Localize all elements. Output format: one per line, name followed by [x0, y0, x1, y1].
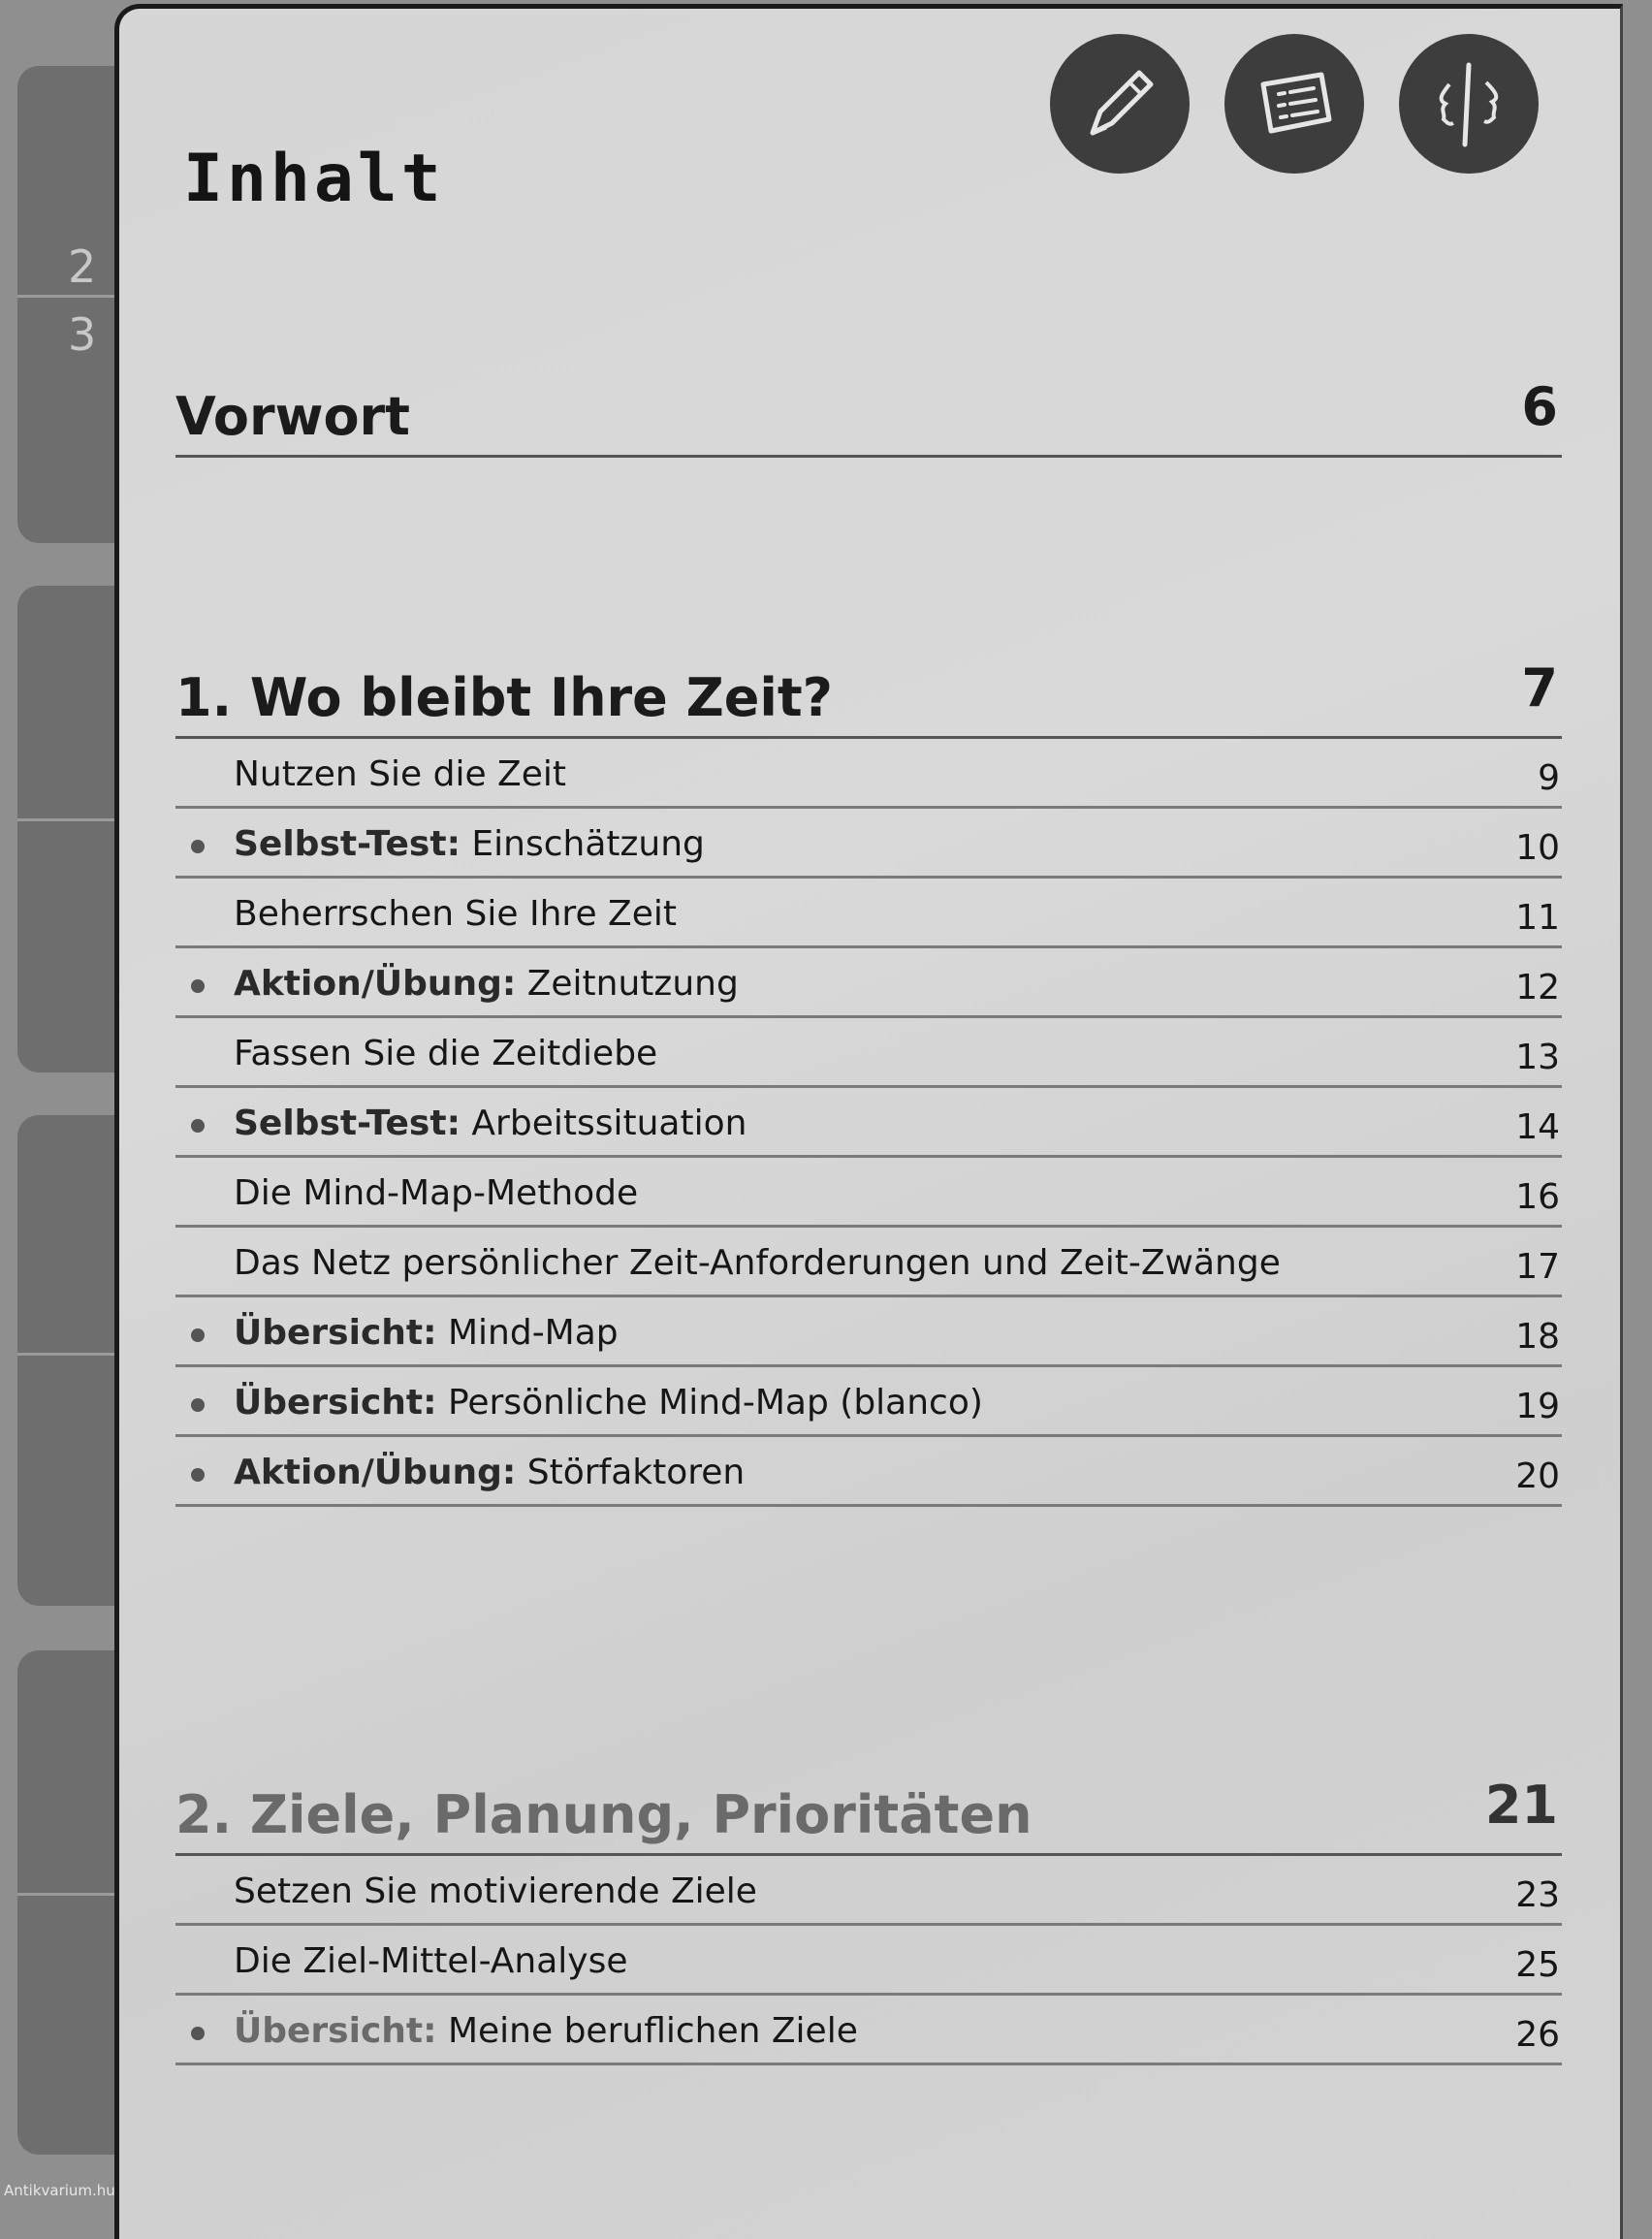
toc-entry — [175, 879, 1562, 948]
chapter-2-heading — [175, 1760, 1562, 1856]
toc-entry-page: 10 — [1515, 828, 1560, 868]
toc-entry-text — [234, 2011, 858, 2051]
toc-entry-text — [234, 1104, 747, 1143]
toc-entry-page: 18 — [1515, 1317, 1560, 1357]
toc-entry-title: Fassen Sie die Zeitdiebe — [234, 1034, 658, 1073]
toc-entry-title: Arbeitssituation — [460, 1104, 747, 1143]
bullet-icon — [191, 2027, 205, 2040]
toc-entry-text — [234, 1941, 627, 1981]
toc-entry — [175, 1158, 1562, 1228]
bullet-icon — [191, 1398, 205, 1412]
toc-entry-page: 20 — [1515, 1456, 1560, 1496]
toc-entry-page: 26 — [1515, 2015, 1560, 2055]
toc-entry-title: Persönliche Mind-Map (blanco) — [436, 1383, 983, 1423]
toc-entry-text — [234, 894, 677, 934]
toc-entry — [175, 1228, 1562, 1297]
chapter-2-title: 2. Ziele, Planung, Prioritäten — [175, 1784, 1032, 1845]
register-tab-3 — [17, 1115, 114, 1606]
vorwort-page: 6 — [1521, 376, 1558, 437]
chapter-1-heading — [175, 643, 1562, 739]
toc-entry — [175, 1856, 1562, 1926]
chapter-1-entries — [175, 739, 1562, 1507]
toc-entry-page: 17 — [1515, 1247, 1560, 1287]
toc-entry-title: Mind-Map — [436, 1313, 619, 1353]
toc-entry-title: Die Mind-Map-Methode — [234, 1173, 639, 1213]
chapter-2-entries — [175, 1856, 1562, 2065]
toc-entry — [175, 739, 1562, 809]
toc-entry-label: Übersicht: — [234, 1313, 437, 1353]
toc-entry-text — [234, 1173, 638, 1213]
notepad-list-icon — [1224, 34, 1364, 174]
toc-entry-label: Übersicht: — [234, 2011, 437, 2051]
toc-entry-page: 25 — [1515, 1945, 1560, 1985]
toc-entry-text — [234, 754, 566, 794]
vorwort-title: Vorwort — [175, 386, 410, 447]
toc-entry-text — [234, 824, 705, 864]
bullet-icon — [191, 979, 205, 993]
toc-entry-text — [234, 1871, 757, 1911]
toc-entry-title: Meine beruflichen Ziele — [436, 2011, 858, 2051]
header-icons — [1050, 34, 1539, 174]
tab-number-2: 2 — [68, 240, 97, 293]
pencil-icon — [1050, 34, 1190, 174]
toc-entry-label: Selbst-Test: — [234, 824, 461, 864]
toc-entry — [175, 809, 1562, 879]
toc-entry-label: Aktion/Übung: — [234, 1453, 517, 1492]
toc-entry-title: Einschätzung — [460, 824, 705, 864]
toc-entry-page: 13 — [1515, 1038, 1560, 1077]
toc-entry-label: Übersicht: — [234, 1383, 437, 1423]
chapter-1-title: 1. Wo bleibt Ihre Zeit? — [175, 667, 834, 728]
register-tab-1 — [17, 66, 114, 543]
toc-entry-page: 9 — [1538, 758, 1560, 798]
toc-entry-title: Setzen Sie motivierende Ziele — [234, 1871, 757, 1911]
toc-entry — [175, 1926, 1562, 1996]
toc-entry — [175, 1018, 1562, 1088]
toc-entry — [175, 1088, 1562, 1158]
register-tab-2 — [17, 586, 114, 1072]
toc-entry-text — [234, 1453, 745, 1492]
bullet-icon — [191, 840, 205, 853]
tab-number-3: 3 — [68, 308, 97, 361]
toc-entry-text — [234, 1383, 983, 1423]
bullet-icon — [191, 1328, 205, 1342]
chapter-2-page: 21 — [1484, 1775, 1558, 1836]
watermark: Antikvarium.hu — [4, 2182, 115, 2199]
toc-entry-label: Aktion/Übung: — [234, 964, 517, 1004]
vorwort-heading — [175, 362, 1562, 458]
toc-entry-text — [234, 964, 739, 1004]
toc-entry-title: Zeitnutzung — [516, 964, 739, 1004]
toc-entry-text — [234, 1243, 1281, 1283]
toc-entry-title: Das Netz persönlicher Zeit-Anforderungen und Zeit-Zwänge — [234, 1243, 1281, 1283]
toc-entry — [175, 948, 1562, 1018]
toc-entry-page: 23 — [1515, 1875, 1560, 1915]
toc-entry-label: Selbst-Test: — [234, 1104, 461, 1143]
two-faces-icon — [1399, 34, 1539, 174]
toc-entry — [175, 1297, 1562, 1367]
toc-entry-text — [234, 1313, 619, 1353]
toc-entry-page: 12 — [1515, 968, 1560, 1008]
vorwort-section — [175, 362, 1562, 458]
page-title: Inhalt — [183, 141, 445, 217]
toc-entry-text — [234, 1034, 657, 1073]
toc-entry-title: Störfaktoren — [516, 1453, 746, 1492]
toc-entry — [175, 1437, 1562, 1507]
toc-entry — [175, 1996, 1562, 2065]
toc-entry-page: 16 — [1515, 1177, 1560, 1217]
toc-entry-page: 11 — [1515, 898, 1560, 938]
toc-entry — [175, 1367, 1562, 1437]
chapter-2-section — [175, 1760, 1562, 2065]
toc-entry-page: 19 — [1515, 1387, 1560, 1426]
chapter-1-page: 7 — [1521, 657, 1558, 719]
toc-entry-page: 14 — [1515, 1107, 1560, 1147]
chapter-1-section — [175, 643, 1562, 1507]
contents-page — [114, 4, 1623, 2239]
bullet-icon — [191, 1119, 205, 1133]
register-tab-4 — [17, 1650, 114, 2155]
bullet-icon — [191, 1468, 205, 1482]
toc-entry-title: Beherrschen Sie Ihre Zeit — [234, 894, 677, 934]
toc-entry-title: Nutzen Sie die Zeit — [234, 754, 566, 794]
toc-entry-title: Die Ziel-Mittel-Analyse — [234, 1941, 628, 1981]
